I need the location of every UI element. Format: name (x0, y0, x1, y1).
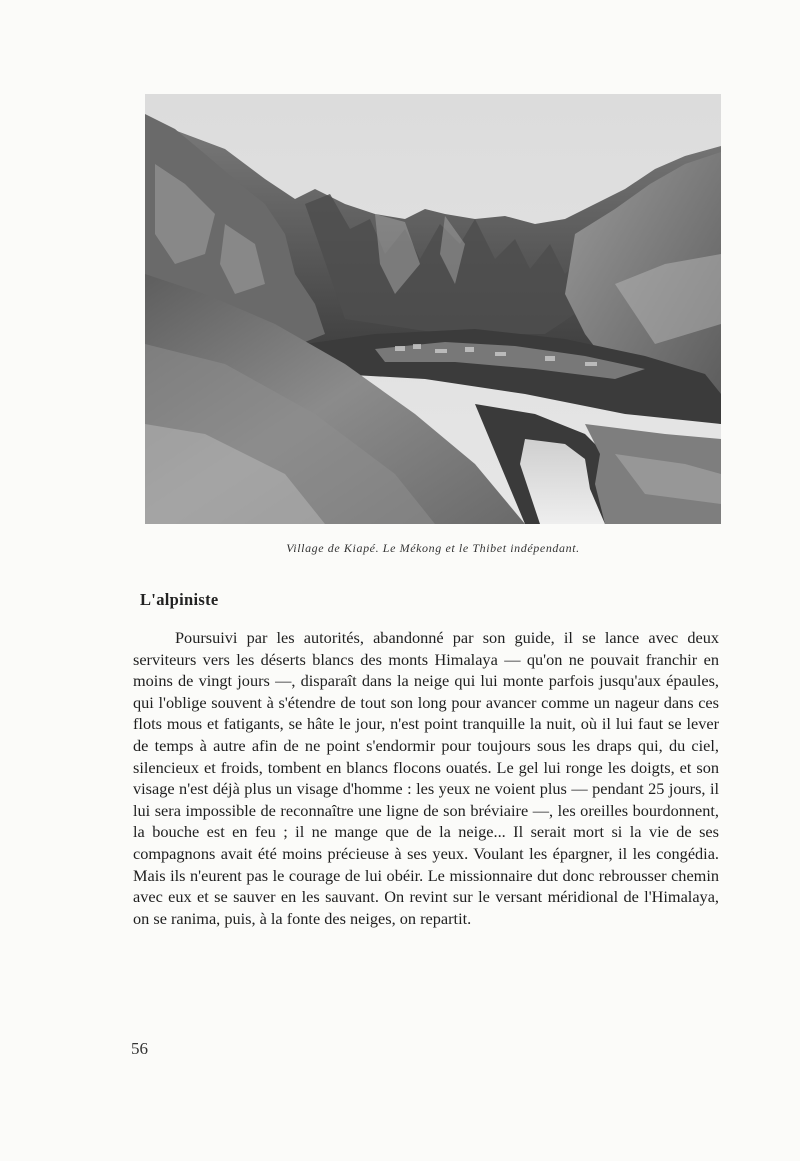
section-heading: L'alpiniste (140, 590, 219, 609)
page-number: 56 (131, 1039, 148, 1058)
mountain-valley-illustration (145, 94, 721, 524)
body-paragraph: Poursuivi par les autorités, abandonné par son guide, il se lance avec deux serviteurs vers les déserts blancs des monts Himalaya — qu'on ne pouvait franchir en moins de vingt jours —, disparaît dans la neige qui lui monte parfois jusqu'aux épaules, qui l'oblige souvent à s'étendre de tout son long pour avancer comme un nageur dans ces flots mous et fatigants, se hâte le jour, n'est point tranquille la nuit, où il lui faut se lever de temps à autre afin de ne point s'endormir pour toujours sous les draps qui, du ciel, silencieux et froids, tombent en blancs flocons ouatés. Le gel lui ronge les doigts, et son visage n'est déjà plus un visage d'homme : les yeux ne voient plus — pendant 25 jours, il lui sera impossible de reconnaître une ligne de son bréviaire —, les oreilles bourdonnent, la bouche est en feu ; il ne mange que de la neige... Il serait mort si la vie de ses compagnons avait été moins précieuse à ses yeux. Voulant les épargner, il les congédia. Mais ils n'eurent pas le courage de lui obéir. Le missionnaire dut donc rebrousser chemin avec eux et se sauver en les sauvant. On revint sur le versant méridional de l'Himalaya, on se ranima, puis, à la fonte des neiges, on repartit. (133, 628, 719, 928)
village-photo (145, 94, 721, 524)
photo-caption: Village de Kiapé. Le Mékong et le Thibet indépendant. (286, 541, 580, 555)
